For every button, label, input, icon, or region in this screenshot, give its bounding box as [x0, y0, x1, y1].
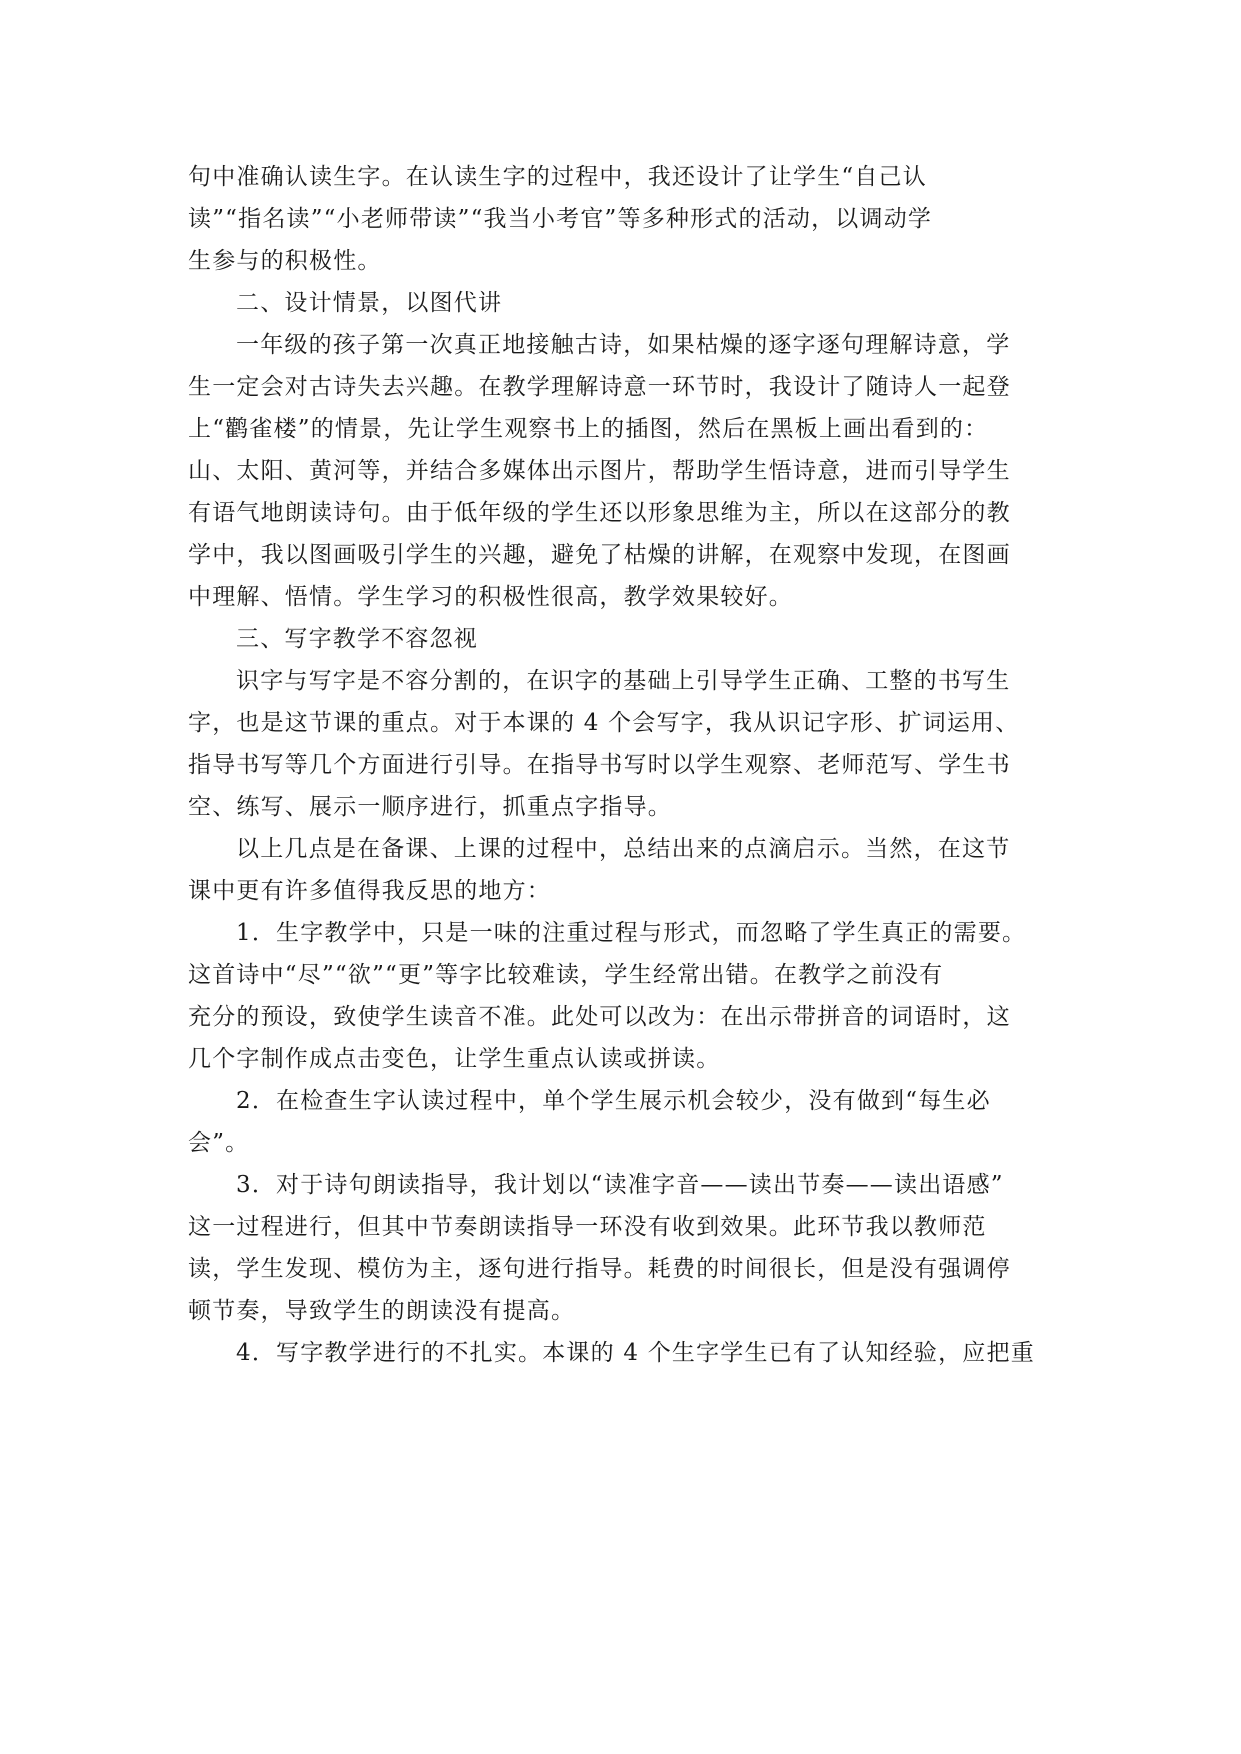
text-line: 读”“指名读”“小老师带读”“我当小考官”等多种形式的活动，以调动学	[188, 206, 933, 232]
text-line: 会”。	[188, 1130, 250, 1156]
text-line: 课中更有许多值得我反思的地方：	[188, 878, 551, 904]
text-line: 识字与写字是不容分割的，在识字的基础上引导学生正确、工整的书写生	[236, 668, 1011, 694]
text-line: 以上几点是在备课、上课的过程中，总结出来的点滴启示。当然，在这节	[236, 836, 1011, 862]
text-line: 充分的预设，致使学生读音不准。此处可以改为：在出示带拼音的词语时，这	[188, 1004, 1011, 1030]
text-line: 顿节奏，导致学生的朗读没有提高。	[188, 1298, 576, 1324]
text-line: 读，学生发现、模仿为主，逐句进行指导。耗费的时间很长，但是没有强调停	[188, 1256, 1011, 1282]
document-body	[188, 156, 1048, 1374]
list-item-text: 2．在检查生字认读过程中，单个学生展示机会较少，没有做到“每生必	[236, 1088, 991, 1114]
text-line: 一年级的孩子第一次真正地接触古诗，如果枯燥的逐字逐句理解诗意，学	[236, 332, 1011, 358]
text-line: 这一过程进行，但其中节奏朗读指导一环没有收到效果。此环节我以教师范	[188, 1214, 987, 1240]
section-heading: 三、写字教学不容忽视	[236, 626, 478, 652]
text-line: 生参与的积极性。	[188, 248, 382, 274]
text-line: 学中，我以图画吸引学生的兴趣，避免了枯燥的讲解，在观察中发现，在图画	[188, 542, 1011, 568]
text-line: 有语气地朗读诗句。由于低年级的学生还以形象思维为主，所以在这部分的教	[188, 500, 1011, 526]
text-line: 上“鹳雀楼”的情景，先让学生观察书上的插图，然后在黑板上画出看到的：	[188, 416, 989, 442]
text-line: 这首诗中“尽”“欲”“更”等字比较难读，学生经常出错。在教学之前没有	[188, 962, 944, 988]
list-item-text: 3．对于诗句朗读指导，我计划以“读准字音——读出节奏——读出语感”	[236, 1172, 1004, 1198]
list-item-text: 1．生字教学中，只是一味的注重过程与形式，而忽略了学生真正的需要。	[236, 920, 1027, 946]
text-line: 指导书写等几个方面进行引导。在指导书写时以学生观察、老师范写、学生书	[188, 752, 1011, 778]
text-line: 中理解、悟情。学生学习的积极性很高，教学效果较好。	[188, 584, 793, 610]
text-line: 山、太阳、黄河等，并结合多媒体出示图片，帮助学生悟诗意，进而引导学生	[188, 458, 1011, 484]
text-line: 几个字制作成点击变色，让学生重点认读或拼读。	[188, 1046, 721, 1072]
text-line: 空、练写、展示一顺序进行，抓重点字指导。	[188, 794, 672, 820]
section-heading: 二、设计情景，以图代讲	[236, 290, 503, 316]
text-line: 字，也是这节课的重点。对于本课的 4 个会写字，我从识记字形、扩词运用、	[188, 710, 1020, 736]
text-line: 句中准确认读生字。在认读生字的过程中，我还设计了让学生“自己认	[188, 164, 927, 190]
list-item-text: 4．写字教学进行的不扎实。本课的 4 个生字学生已有了认知经验，应把重	[236, 1340, 1035, 1366]
text-line: 生一定会对古诗失去兴趣。在教学理解诗意一环节时，我设计了随诗人一起登	[188, 374, 1011, 400]
